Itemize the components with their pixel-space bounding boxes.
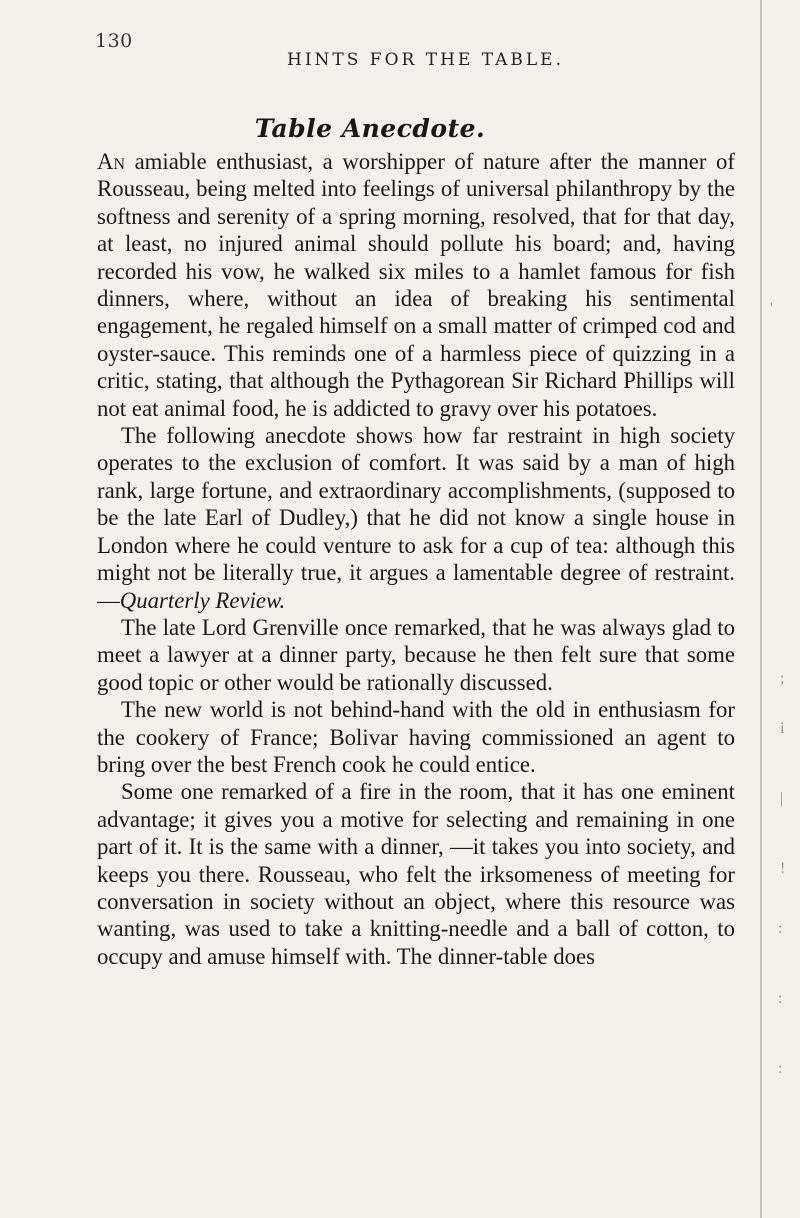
bleed-mark: !: [780, 860, 786, 877]
paragraph-4-text: The new world is not behind-hand with the old in enthusiasm for the cookery of France; Bolivar having commissioned an agent to bring over the best French cook he could entice.: [97, 697, 735, 777]
paragraph-4: [97, 696, 735, 778]
paragraph-1-text: amiable enthusiast, a worshipper of nature after the manner of Rousseau, being melted into feelings of universal philanthropy by the softness and serenity of a spring morning, resolved, that for that day, at least, no injured animal should pollute his board; and, having recorded his vow, he walked six miles to a hamlet famous for fish dinners, where, without an idea of breaking his sentimental engagement, he regaled himself on a small matter of crimped cod and oyster-sauce. This reminds one of a harmless piece of quizzing in a critic, stating, that although the Pythagorean Sir Richard Phillips will not eat animal food, he is addicted to gravy over his potatoes.: [97, 149, 735, 421]
bleed-mark: :: [778, 920, 783, 937]
paragraph-2-source: Quarterly Review.: [119, 587, 286, 613]
body-text: [97, 148, 735, 970]
paragraph-3-text: The late Lord Grenville once remarked, that he was always glad to meet a lawyer at a dinner party, because he then felt sure that some good topic or other would be rationally discussed.: [97, 614, 735, 695]
paragraph-1-lead: An: [97, 149, 126, 174]
bleed-mark: |: [780, 790, 784, 807]
paragraph-3: [97, 614, 735, 696]
bleed-mark: ;: [780, 670, 785, 687]
paragraph-1: [97, 148, 735, 422]
page-number: 130: [95, 30, 133, 52]
bleed-mark: :: [778, 1060, 783, 1077]
bleed-mark: i: [780, 720, 785, 737]
section-title: Table Anecdote.: [254, 114, 486, 143]
paragraph-5-text: Some one remarked of a fire in the room, that it has one eminent advantage; it gives you a motive for selecting and remaining in one part of it. It is the same with a dinner, —it takes you into society, and keeps you there. Rousseau, who felt the irksomeness of meeting for conversation in society without an object, where this resource was wanting, was used to take a knitting-needle and a ball of cotton, to occupy and amuse himself with. The dinner-table does: [97, 779, 735, 969]
bleed-mark: ': [770, 300, 773, 317]
page-gutter-line: [760, 0, 762, 1218]
paragraph-5: [97, 778, 735, 970]
paragraph-2: [97, 422, 735, 614]
running-head: HINTS FOR THE TABLE.: [287, 50, 564, 70]
facing-page-edge: [758, 0, 800, 1218]
bleed-mark: :: [778, 990, 783, 1007]
paragraph-2-text: The following anecdote shows how far restraint in high society operates to the exclusion of comfort. It was said by a man of high rank, large fortune, and extraordinary accomplishments, (supposed to be the late Earl of Dudley,) that he did not know a single house in London where he could venture to ask for a cup of tea: although this might not be literally true, it argues a lamentable degree of restraint.—: [97, 423, 735, 613]
